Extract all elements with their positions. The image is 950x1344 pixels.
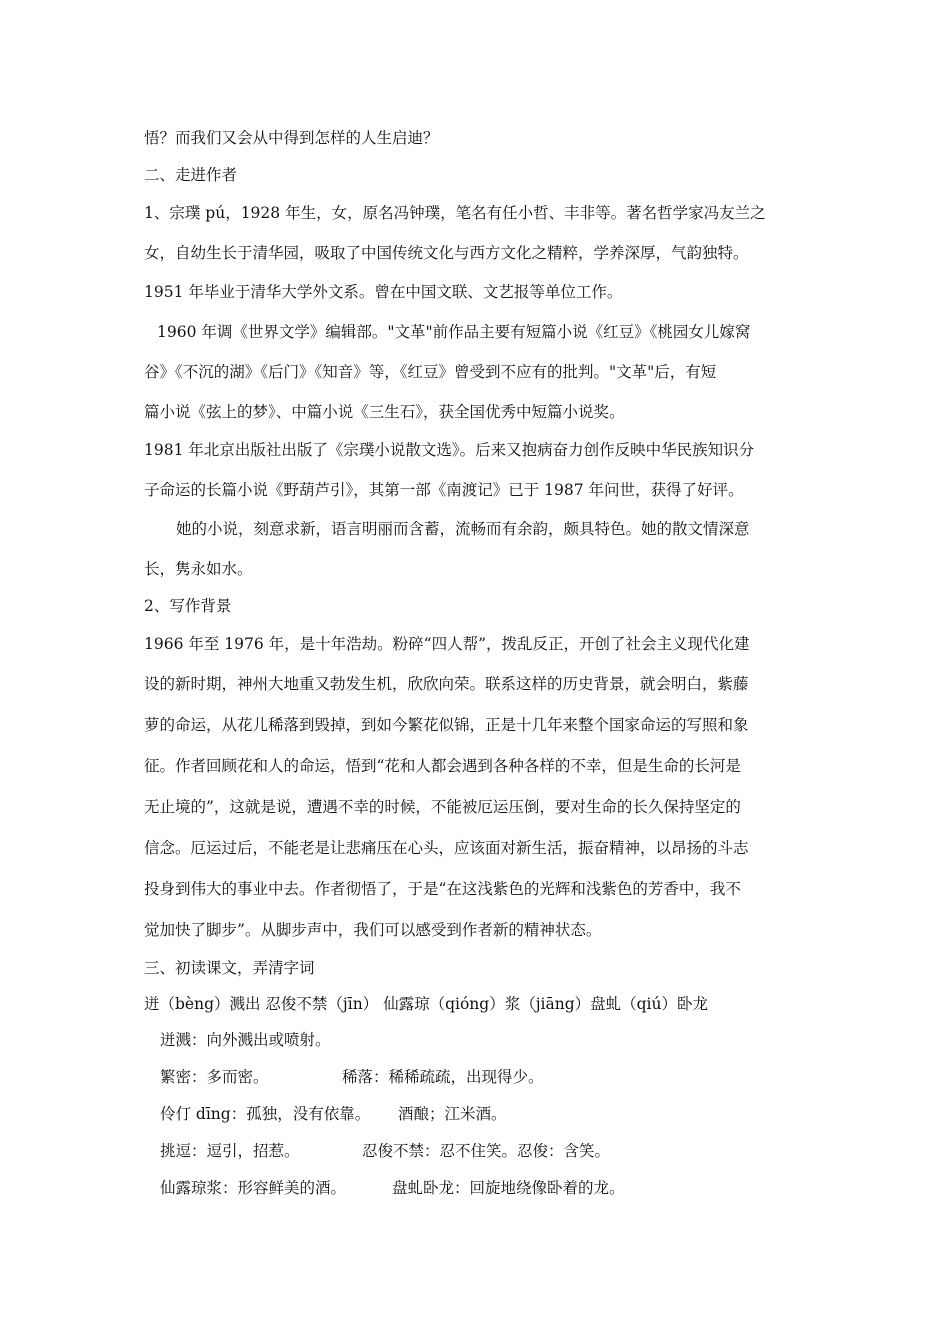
text-line: 无止境的”，这就是说，遭遇不幸的时候，不能被厄运压倒，要对生命的长久保持坚定的 [144, 798, 741, 816]
text-line: 长，隽永如水。 [144, 560, 253, 578]
text-line: 子命运的长篇小说《野葫芦引》，其第一部《南渡记》已于 1987 年问世，获得了好评。 [144, 481, 744, 499]
text-line: 1966 年至 1976 年，是十年浩劫。粉碎“四人帮”，拨乱反正，开创了社会主义现代化建 [144, 635, 750, 653]
vocab-entry: 伶仃 dīng：孤独，没有依靠。 [160, 1105, 371, 1123]
text-line: 设的新时期，神州大地重又勃发生机，欣欣向荣。联系这样的历史背景，就会明白，紫藤 [144, 675, 749, 693]
vocab-entry: 迸溅：向外溅出或喷射。 [160, 1031, 331, 1049]
text-line: 信念。厄运过后，不能老是让悲痛压在心头，应该面对新生活，振奋精神，以昂扬的斗志 [144, 839, 749, 857]
text-line: 觉加快了脚步”。从脚步声中，我们可以感受到作者新的精神状态。 [144, 921, 602, 939]
vocab-entry: 忍俊不禁：忍不住笑。忍俊：含笑。 [362, 1142, 611, 1160]
text-line: 谷》《不沉的湖》《后门》《知音》等，《红豆》曾受到不应有的批判。"文革"后，有短 [144, 363, 717, 381]
section-heading: 二、走进作者 [144, 166, 238, 184]
text-line: 征。作者回顾花和人的命运，悟到“花和人都会遇到各种各样的不幸，但是生命的长河是 [144, 757, 741, 775]
text-line: 迸（bèng）溅出 忍俊不禁（jīn） 仙露琼（qióng）浆（jiāng）盘虬（qiú）卧龙 [144, 995, 708, 1013]
section-heading: 2、写作背景 [144, 597, 232, 615]
text-line: 1、宗璞 pú，1928 年生，女，原名冯钟璞，笔名有任小哲、丰非等。著名哲学家冯友兰之 [144, 204, 766, 222]
text-line: 她的小说，刻意求新，语言明丽而含蓄，流畅而有余韵，颇具特色。她的散文情深意 [176, 520, 750, 538]
vocab-entry: 稀落：稀稀疏疏，出现得少。 [342, 1068, 544, 1086]
text-line: 1960 年调《世界文学》编辑部。"文革"前作品主要有短篇小说《红豆》《桃园女儿嫁窝 [157, 323, 751, 341]
vocab-entry: 仙露琼浆：形容鲜美的酒。 [160, 1179, 347, 1197]
text-line: 1981 年北京出版社出版了《宗璞小说散文选》。后来又抱病奋力创作反映中华民族知识分 [144, 441, 755, 459]
vocab-entry: 繁密：多而密。 [160, 1068, 269, 1086]
text-line: 悟？而我们又会从中得到怎样的人生启迪？ [144, 129, 439, 147]
text-line: 萝的命运，从花儿稀落到毁掉，到如今繁花似锦，正是十几年来整个国家命运的写照和象 [144, 716, 749, 734]
vocab-entry: 酒酿；江米酒。 [398, 1105, 507, 1123]
text-line: 女，自幼生长于清华园，吸取了中国传统文化与西方文化之精粹，学养深厚，气韵独特。 [144, 244, 749, 262]
text-line: 篇小说《弦上的梦》、中篇小说《三生石》，获全国优秀中短篇小说奖。 [144, 403, 625, 421]
text-line: 1951 年毕业于清华大学外文系。曾在中国文联、文艺报等单位工作。 [144, 283, 623, 301]
vocab-entry: 挑逗：逗引，招惹。 [160, 1142, 300, 1160]
text-line: 投身到伟大的事业中去。作者彻悟了，于是“在这浅紫色的光辉和浅紫色的芳香中，我不 [144, 880, 741, 898]
section-heading: 三、初读课文，弄清字词 [144, 959, 315, 977]
vocab-entry: 盘虬卧龙：回旋地绕像卧着的龙。 [392, 1179, 625, 1197]
